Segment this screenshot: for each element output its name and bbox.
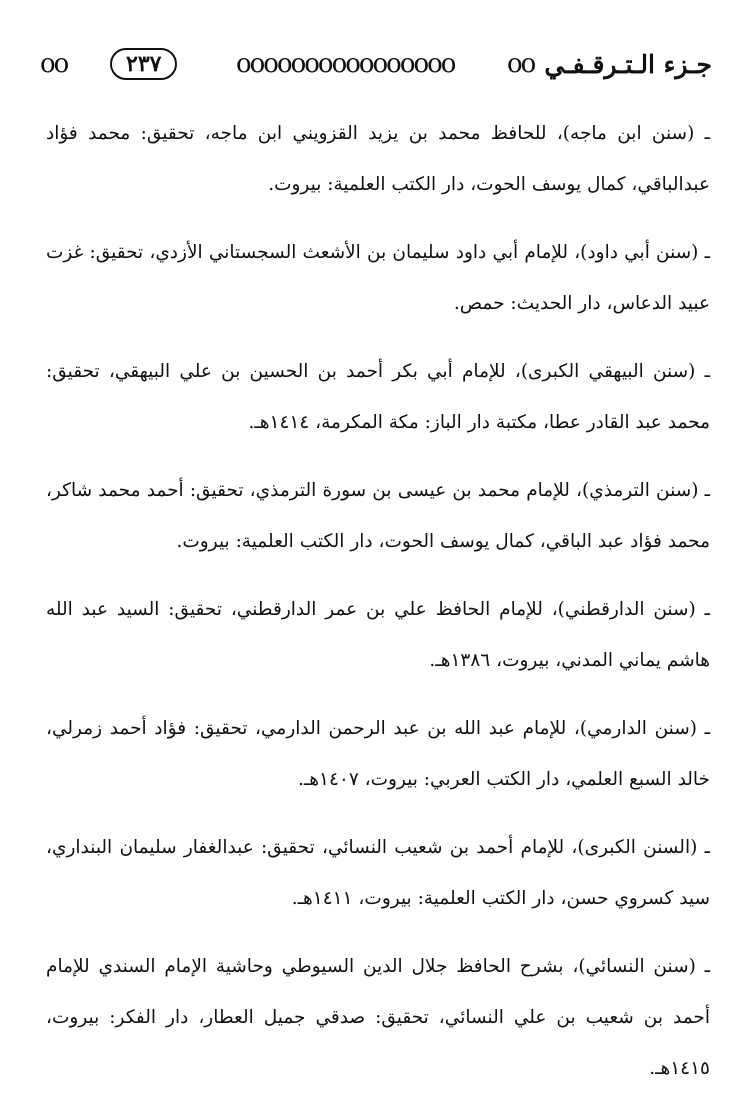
entry-text: ـ (سنن النسائي)، بشرح الحافظ جلال الدين السيوطي وحاشية الإمام السندي للإمام أحمد بن شعيب بن علي النسائي، تحقيق: صدقي جميل العطار، دار الفكر: بيروت، ١٤١٥هـ. — [46, 956, 710, 1079]
entry-text: ـ (سنن أبي داود)، للإمام أبي داود سليمان بن الأشعث السجستاني الأزدي، تحقيق: غزت عبيد الدعاس، دار الحديث: حمص. — [46, 242, 710, 314]
ornament-band-icon: ᴏᴏᴏᴏᴏᴏᴏᴏᴏᴏᴏᴏᴏᴏᴏᴏ — [236, 51, 455, 77]
ornament-left-icon: ᴏᴏ — [40, 49, 68, 79]
bibliography-entry — [46, 465, 710, 567]
ornament-right-icon: ᴏᴏ — [507, 49, 535, 79]
bibliography-entry — [46, 941, 710, 1094]
entry-text: ـ (السنن الكبرى)، للإمام أحمد بن شعيب النسائي، تحقيق: عبدالغفار سليمان البنداري، سيد كسروي حسن، دار الكتب العلمية: بيروت، ١٤١١هـ. — [46, 837, 710, 909]
running-title: جـزء الـتـرقـفـي — [544, 49, 712, 79]
entry-text: ـ (سنن البيهقي الكبرى)، للإمام أبي بكر أحمد بن الحسين بن علي البيهقي، تحقيق: محمد عبد القادر عطا، مكتبة دار الباز: مكة المكرمة، ١٤١٤هـ. — [46, 361, 710, 433]
entry-text: ـ (سنن الترمذي)، للإمام محمد بن عيسى بن سورة الترمذي، تحقيق: أحمد محمد شاكر، محمد فؤاد عبد الباقي، كمال يوسف الحوت، دار الكتب العلمية: بيروت. — [46, 480, 710, 552]
entry-text: ـ (سنن الدارقطني)، للإمام الحافظ علي بن عمر الدارقطني، تحقيق: السيد عبد الله هاشم يماني المدني، بيروت، ١٣٨٦هـ. — [46, 599, 710, 671]
running-header — [40, 42, 712, 86]
bibliography-entry — [46, 584, 710, 686]
bibliography-list — [46, 108, 710, 1111]
bibliography-entry — [46, 227, 710, 329]
page-number: ٢٣٧ — [110, 48, 177, 80]
bibliography-entry — [46, 822, 710, 924]
bibliography-entry — [46, 703, 710, 805]
entry-text: ـ (سنن الدارمي)، للإمام عبد الله بن عبد الرحمن الدارمي، تحقيق: فؤاد أحمد زمرلي، خالد السبع العلمي، دار الكتب العربي: بيروت، ١٤٠٧هـ. — [46, 718, 710, 790]
bibliography-entry — [46, 346, 710, 448]
bibliography-entry — [46, 108, 710, 210]
entry-text: ـ (سنن ابن ماجه)، للحافظ محمد بن يزيد القزويني ابن ماجه، تحقيق: محمد فؤاد عبدالباقي، كمال يوسف الحوت، دار الكتب العلمية: بيروت. — [46, 123, 710, 195]
